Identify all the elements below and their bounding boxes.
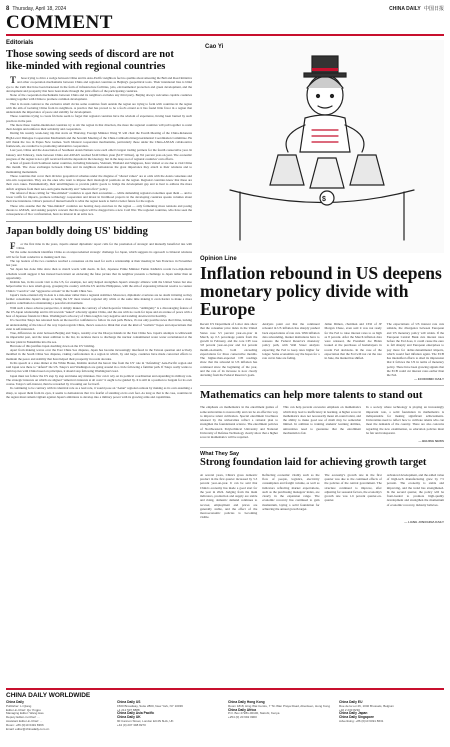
paragraph: Japan must not follow the US step by step and make any mistakes. Nor can it rely on its political coordination and expanding its military role. The strategic interests on which are aligned "America's interests at all costs" it ought to be guided by. It is still in a position to bargain for its own course. Tokyo's self-interest, then be rewarded by it looking out for itself. [6, 373, 192, 386]
editorial-2-body [6, 242, 192, 399]
editorial-2-headline: Japan boldly doing US' bidding [6, 226, 148, 238]
math-col-1: The emphasis on mathematics in the enrollment guides of some universities is noteworthy and can be an effective way to improve talent cultivation. Special enrollment brochures released by the universities reflect a rational plan to strengthen the foundational science. The enrollment policies of Northwestern Polytechnical University and National University of Defense Technology clearly show that a higher score in mathematics will be required. [200, 405, 278, 439]
footer-line: China Daily Japan [339, 711, 368, 716]
opinion-source: — ECONOMIC DAILY [414, 377, 444, 382]
footer-line: Managing Editor: Wang Hao [6, 711, 44, 716]
footer-line: Rue de la Loi 26, 1040 Brussels, Belgium [339, 703, 395, 708]
paragraph: Yet Japan has done little since then to match words with deeds. In fact, Japanese Prime Minister Fumio Kishida's recent two-diplomatic schedule would suggest it has instead been intent on endorsing the false picture that its neighbor presents a challenge to Japan rather than an opportunity. [6, 267, 192, 280]
issue-date: Thursday, April 18, 2024 [12, 5, 67, 12]
paragraph: With such a more adverse perspective, it simply makes the contrary of what hoped-for bilateral ties. "Ambiguity" is a discouraging feature of the US-Japan relationship and its tilt towards "naked" adversity against China, and the one with no room for lapse and an avenue of peace with a host of Japanese friends in China. Washington's advocacy of China tough is very negative and trending downward in hostility. [6, 305, 192, 318]
opinion-columns [200, 322, 444, 377]
paragraph: During his weekly week-long trip that starts on Thursday, Foreign Minister Wang Yi will chair the Fourth Meeting of the China-Indonesia High-Level Dialogue Cooperation Mechanism and the Seventh Meeting of the China-Cambodia Intergovernmental Coordination Committee. He will thank the two in Papua New Guinea. Such bilateral cooperation mechanisms, particularly those under the China-ASEAN collaborative framework, are conducive to promoting substantive cooperation. [6, 131, 192, 148]
footer-line: Room 1818, Hing Wai Centre, 7 Tin Wan Praya Road, Aberdeen, Hong Kong [228, 703, 331, 708]
opinion-col-4: The expectations of US interest rate cuts subside, the divergence between European and US monetary policy will widen. If the European Central Bank cuts interest rates before the Fed does, it could cause the euro to fall sharply and European enterprises to pay more for dollar-denominated imports, which would fuel inflation again. The ECB has intensified efforts to shed its impression that it follows the US in terms of monetary policy. There have been growing signals that the ECB could cut interest rates earlier than the Fed. [386, 322, 444, 377]
paragraph: The more these trouble-intentional countries try to stir the region in that direction, the more the regional countries will pull together to resist their designs and reinforce their solidarity and cooperation. [6, 122, 192, 131]
paragraph: None of the cooperation mechanisms between China and its neighbors excludes any third party. Beijing always welcomes capable countries working together with China to promote common development. [6, 93, 192, 102]
opinion-col-1: Recent US Department of Labor data show that the consumer price index in the United States rose 3.5 percent year-on-year in March, up 0.3 percentage points from the growth in February, and the core CPI rose 3.8 percent year-on-year and 0.4 percent month-on-month, both exceeding expectations for three consecutive months. The higher-than-expected CPI readings show that the rebound in US inflation has continued since the beginning of the year, and the rate of its increase is now clearly deviating from the Federal Reserve's goals. [200, 322, 258, 377]
editorial-divider [6, 221, 192, 222]
paragraph: A host of guests from Southeast Asian countries, including Indonesia, Vietnam, Thailand and Singapore, have visited or are due to visit China this month. The close exchanges between China and its neighbors demonstrate the great importance they attach to their relations and to maintaining momentum. [6, 161, 192, 174]
math-headline: Mathematics can help more talents to stand out [200, 389, 423, 402]
dollar-sign-icon: $ [322, 196, 326, 203]
footer-line: Room: +86 (0)10 6491 8366 [6, 722, 44, 727]
growth-headline: Strong foundation laid for achieving growth target [200, 457, 427, 469]
math-columns [200, 405, 444, 439]
footer-line: China Daily [6, 700, 24, 704]
paragraph: Kishida has, in his recent visit to the US, for example, not only helped strengthen Japan's strategic alliance with the United States but also helped usher in a new small-group, grouping the country with the US and the Philippines, with the aim of expressing trilateral resolve to counter China's "coercive" and "aggressive actions" in the South China Sea. [6, 280, 192, 293]
footer-line: China Daily Africa [228, 707, 257, 712]
paragraph: That is in stark contrast to the exclusive small circles some countries from outside the region are trying to form with countries in the region with the aim of isolating China from its neighbors. A practice that has proved to be a fool's errand as it has found little favor in a region that understands the importance of peace and stability for development. [6, 101, 192, 114]
cartoon-illustration [200, 40, 444, 253]
footer-line: +254 (0) 20 692 0900 [228, 715, 257, 720]
paragraph: Those who assume that the "like-minded" countries are hosting deep exercises in the region — only fermenting more tensions and posing threats to ASEAN, and stoking people's concern that the region will be dragged into a new Cold War. The regional countries, who have seen the consequences of bloc confrontation, have no interest in an arms race. [6, 203, 192, 216]
footer-line: China Daily Hong Kong [228, 700, 265, 704]
right-area [200, 40, 444, 524]
footer-line: Email: editor@chinadaily.com.cn [6, 726, 50, 731]
footer-line: +44 (0) 207 398 8270 [117, 722, 146, 727]
footer-line: 90 Cannon Street, London EC4N 6HA, UK [117, 718, 174, 723]
opinion-col-3: Jamie Dimon, chairman and CEO of JP Morgan Chase, even said it was not ready for the Fed to raise interest rates to as high as 8 percent. After the March inflation data were released, the President Joe Biden looked at the purchases of homebuyers in recent Fed decisions. In the case of the expectation that the Fed will not cut the rate in June, the market has shifted. [324, 322, 382, 360]
paragraph: Yet the same document identifies China as an unprecedented strategic challenge for Japan, which suggests its approach to bilateral relations will be far from conducive to making such ties. [6, 250, 192, 259]
opinion-headline: Inflation rebound in US deepens monetary policy divide with Europe [200, 263, 442, 319]
editorials-column [6, 40, 192, 399]
opinion-col-2: Analysts point out that the continued rebound in US inflation has sharply pushed back expectations of rate cuts. With inflation data rebounding, market institutions have to reassess the Federal Reserve's monetary policy path, with Wall Street analysts expecting the Fed to keep rates higher for longer. Some economists say the hopes for a rate cut in June are fading. [262, 322, 320, 360]
footer-line: 1500 Broadway, Suite 2800, New York, NY 10036 [117, 703, 183, 708]
what-they-say-kicker: What They Say [200, 451, 240, 458]
section-title: COMMENT [6, 12, 113, 33]
cartoon-author: Cao Yi [205, 44, 224, 50]
math-col-3: In a society where technology is playing an increasingly important role, a solid foundation in mathematics is indispensable for making significant achievements. Universities need to reflect how to cultivate talents who can meet the demands of the country. There are also concerns regarding the new examination, as education policies must be fair and transparent. [366, 405, 444, 435]
worldwide-footer [6, 688, 444, 731]
paragraph: Japan's trade-oriented ally in Asia is a risk-taker rather than a regional stabilizer. Moreover, diplomatic overtures are no doubt irritating as they further consolidate Japan's image as being the US' most trusted regional ally while at the same time making it even harder to make a more positive contribution to maintaining a peaceful environment. [6, 292, 192, 306]
paragraph: The refusal of those calling for "like-minded" countries to open their economies — while demanding regional economies open them — and to lower tariffs for imports, promote technology cooperation and invest in livelihood projects in the developing countries speaks volumes about their true intentions. China's pursuit of mutual benefit is what the region needs to build a better future for the region. [6, 190, 192, 204]
footer-title: CHINA DAILY WORLDWIDE [6, 692, 91, 699]
math-col-2: This can help prevent excessive emphasis on mathematics which may lead to inefficiency in learning. A higher score in mathematics does not necessarily mean all-round talent, and the ability to make good use of math may be somewhat limited. In addition to training students' learning abilities, universities need to guarantee that the enrollment mechanism is fair. [283, 405, 361, 435]
growth-source: — LIANG JUN/CHINA DAILY [404, 519, 444, 524]
paragraph: In his speech at a state dinner at the White House, Kishida decried the heroic line from the US' role in "defending" Asia-Pacific region and said Japan was there to "defend" the US. Tokyo's and Washington are going around in a circle following a familiar path. If Tokyo really wants to build up ties with China based on principles, it should stop following Washington's lead. [6, 360, 192, 374]
footer-col-1 [6, 701, 111, 731]
section-rule [6, 34, 444, 36]
paragraph: In continuing to be contrary with its identical role as a lead role, it would pose an "Asian" regional outlook by making as its own assuming a sharp, to repeat them from its eyes, it seems to demonstrate that it is fearful of standing on its own feet. As long as that is the case, countries in the region must remain vigilant against Japan's ambitions to develop into a military power with its growing arms and capabilities. [6, 386, 192, 399]
paragraph: It's clear that Tokyo has retreated back on the need for confidence to follow its own path. Hence, it's not only positive news that China, lacking an understanding of the idea of the way Japan regards China, there's reason to think that even the kind of "realistic" hopes and expectations that exist is self-interested. [6, 318, 192, 331]
growth-col-4: Advanced development, and the added value of high-tech manufacturing grew by 7.5 percent. The economy is stable and improving, and the trend has strengthened. In the second quarter, the policy will be front-loaded to promote high-quality development and strengthen the momentum of economic recovery, industry believes. [386, 472, 444, 507]
footer-line: +1 212 537 8888 [117, 707, 140, 712]
footer-line: Editor-in-Chief: Qu Yingpu [6, 707, 41, 712]
growth-col-2: Reflecting economic vitality such as the flow of people, logistics, electricity consumption and freight volume, as well as indicators reflecting market expectations, such as the purchasing managers' index, are clearly in the expansion range. The economic recovery has continued to gain momentum, laying a solid foundation for achieving the annual growth target. [262, 472, 320, 511]
footer-line: Assistant Editor-in-Chief: ... [6, 718, 43, 723]
footer-col-2 [117, 701, 222, 731]
footer-line: Deputy Editor-in-Chief: ... [6, 715, 40, 720]
divider [200, 385, 444, 386]
footer-line: China Daily Singapore [339, 715, 374, 720]
paragraph: The top leaders of the two countries reached a consensus on the need for such a relationship at their meeting in San Francisco in November last year. [6, 258, 192, 267]
footer-line: P.O. Box 27281-00100, Nairobi, Kenya [228, 711, 280, 716]
paragraph: For the first time in the years, Japan's annual diplomatic report calls for the promotion of strategic and mutually beneficial ties with China. [10, 240, 192, 251]
math-source: — BEIJING NEWS [418, 439, 444, 444]
footer-line: China Daily Asia Pacific [117, 711, 155, 716]
footer-line: China Daily US [117, 700, 141, 704]
paragraph: Those countries trying to create frictions seem to forget that regional countries have the wisdom of experience, having been burned by such practices in the past. [6, 114, 192, 123]
paper-name: CHINA DAILY [389, 6, 421, 12]
paragraph: Last year, China and the Association of Southeast Asian Nations were each other's largest trading partners for the fourth consecutive year. In January and February, trade between China and ASEAN reached $140 billion yuan ($137 billion), up 8.6 percent year-on-year. The economic progress of the region is not a gift received from the deposits in the ideology, but in the deep root of regional countries' own efforts. [6, 148, 192, 161]
footer-line: Publisher: Li Qiang [6, 703, 32, 708]
growth-columns [200, 473, 444, 520]
editorials-kicker: Editorials [6, 40, 34, 46]
paragraph: Those trying to drive a wedge between China and its Asia-Pacific neighbors feel no qualms about smearing the Belt and Road Initiative and other cooperation mechanisms between China and regional countries as Beijing's geopolitical tools. Their intentional bias is blind eye to the truth that have been harnessed in the form of infrastructure facilities, jobs, environmental protection and green development, and the development and prosperity that have been made through the joint efforts of the participating countries. [6, 75, 192, 93]
editorial-cartoon [200, 40, 444, 253]
paper-name-cn: 中国日报 [423, 6, 444, 12]
growth-col-3: The economy's growth rate in the first quarter was due to the continued effects of the policies of the central government. The structure continued to improve, after adjusting for seasonal factors, the economy's growth rate was 1.6 percent quarter-on-quarter. [324, 472, 382, 503]
footer-line: China Daily EU [339, 700, 363, 704]
footer-line: +32 2 233 8230 [339, 707, 360, 712]
paragraph: Apart from making waves over the East China Sea disputes, Japan has become increasingly interfered in the Taiwan question and actively meddled in the South China Sea disputes, risking confrontation in a region in which, by and large, countries have made concerted efforts to maintain the peace and stability that have helped their prosperity in recent decades. [6, 348, 192, 361]
footer-line: Advertising: +86 (0)10 6491 8631 [339, 718, 384, 723]
editorial-1-headline: Those sowing seeds of discord are not like-minded with regional countries [6, 49, 174, 72]
paragraph: Those countries that cover their divisive geopolitical schemes under the disguise of "shared values" are at odds with the Asian consensus and win-win cooperation. They are the ones who want to impose their ideological positions on the region. Regional countries know that these are their own cakes. Fundamentally, their unwillingness to provide public goods to bridge the development gap and to heal to address the more deficit originate from their zero-sum game mentality and "America first" policy. [6, 173, 192, 191]
opinion-kicker: Opinion Line [200, 256, 237, 262]
footer-col-3 [228, 701, 333, 731]
footer-line: China Daily UK [117, 715, 141, 720]
divider [200, 447, 444, 448]
editorial-1-body [6, 76, 192, 216]
footer-col-4 [339, 701, 444, 731]
footer-columns [6, 701, 444, 731]
paragraph: But none of this justifies Japan doubling down on the US' bidding. [10, 343, 95, 348]
growth-col-1: At several years, China's gross domestic product in the first quarter increased by 5.3 percent year-on-year. It can be said that China's economy has made a good start for the year in 2024. Judging from the main indicators, production and supply are stable and rising, domestic demand continues to recover, employment and prices are generally stable, and the effect of the macroeconomic policies is becoming visible. [200, 472, 258, 520]
paragraph: True, differences do exist between Beijing and Tokyo, notably over the Diaoyu Islands in the East China Sea. Japan's attempts to whitewash its imperialist past, and the latest addition to the list, its reckless move to discharge the nuclear contaminated water water accumulated at the nuclear plant in Fukushima into the sea. [6, 331, 192, 344]
page-number: 8 [6, 5, 10, 12]
